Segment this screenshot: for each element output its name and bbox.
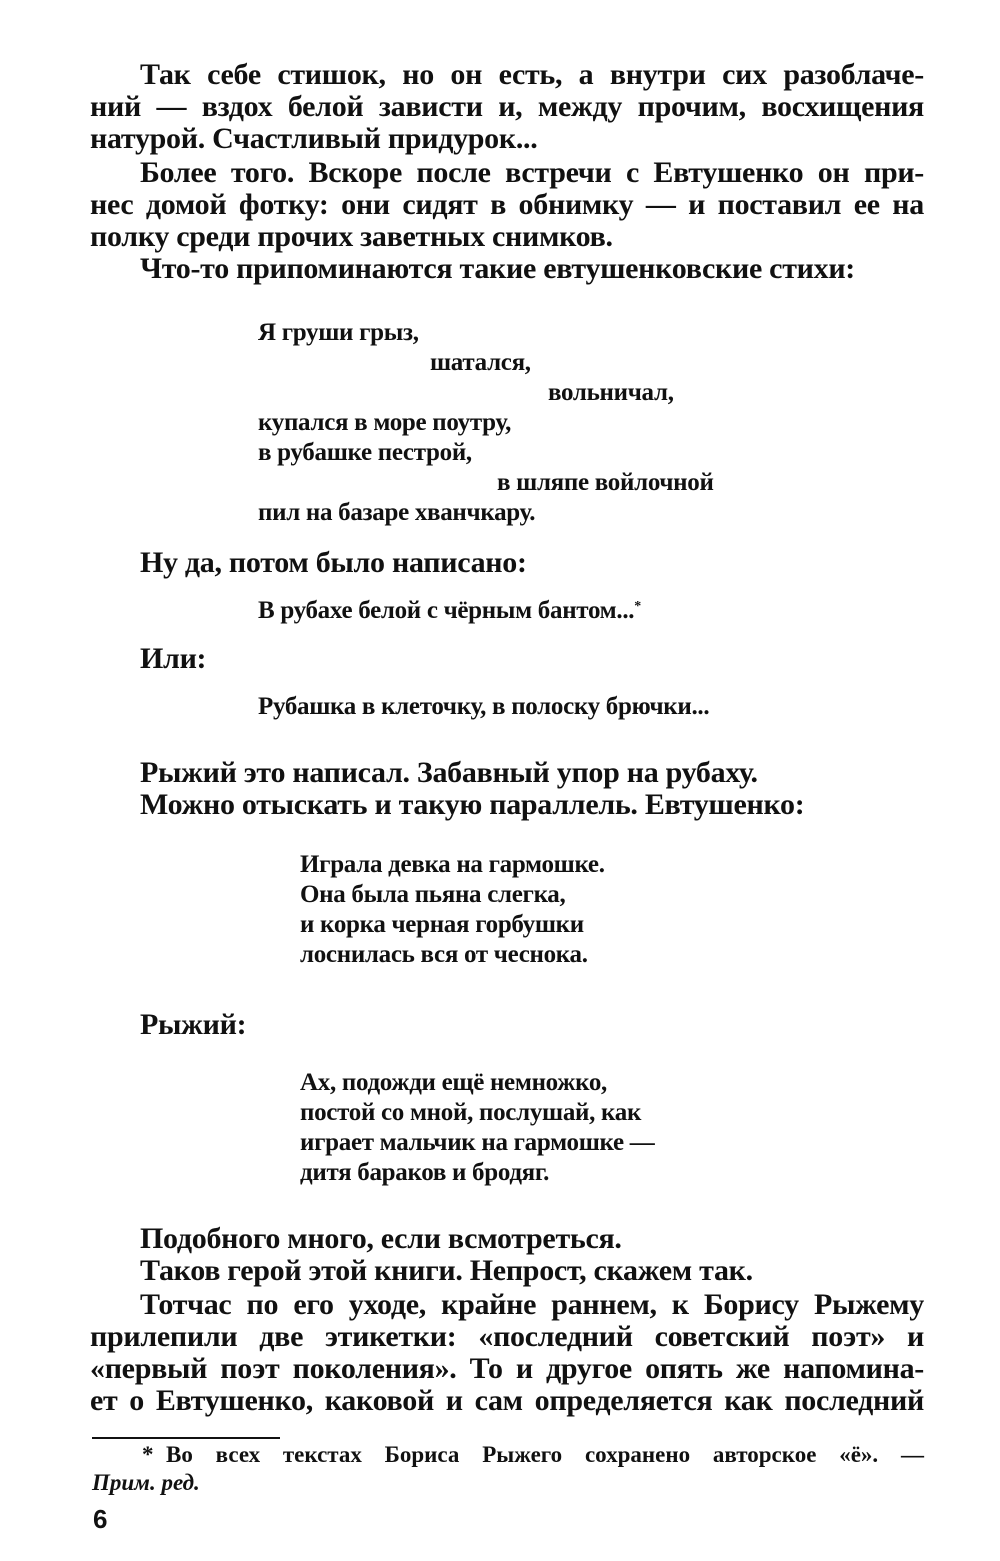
paragraph-2-line-1: Более того. Вскоре после встречи с Евтушенко он при- — [140, 156, 924, 189]
poem-1-line-1: Я груши грыз, — [258, 319, 419, 346]
quote-1-text: В рубахе белой с чёрным бантом... — [258, 597, 635, 624]
paragraph-1-line-3: натурой. Счастливый придурок... — [90, 122, 538, 155]
poem-2-line-2: Она была пьяна слегка, — [300, 881, 566, 908]
paragraph-6-line-1: Рыжий это написал. Забавный упор на рубаху. — [140, 756, 758, 789]
paragraph-3: Что-то припоминаются такие евтушенковские стихи: — [140, 252, 855, 285]
poem-1-line-2: шатался, — [430, 349, 531, 376]
poem-3-line-2: постой со мной, послушай, как — [300, 1099, 642, 1126]
paragraph-9-line-2: прилепили две этикетки: «последний советский поэт» и — [90, 1320, 924, 1353]
footnote-editor-note: Прим. ред. — [92, 1470, 200, 1495]
paragraph-2-line-2: нес домой фотку: они сидят в обнимку — и поставил ее на — [90, 188, 924, 221]
quote-2: Рубашка в клеточку, в полоску брючки... — [258, 693, 710, 720]
poem-1-line-7: пил на базаре хванчкару. — [258, 499, 536, 526]
poem-2-line-1: Играла девка на гармошке. — [300, 851, 605, 878]
footnote-reference: * — [634, 599, 641, 614]
poem-1-line-6: в шляпе войлочной — [497, 469, 714, 496]
paragraph-1-line-2: ний — вздох белой зависти и, между прочим, восхищения — [90, 90, 924, 123]
poem-1-line-3: вольничал, — [548, 379, 674, 406]
footnote-text: Во всех текстах Бориса Рыжего сохранено авторское «ё». — — [166, 1442, 924, 1467]
quote-1 — [258, 596, 641, 626]
footnote-divider — [92, 1437, 280, 1439]
poem-1-line-4: купался в море поутру, — [258, 409, 512, 436]
poem-1-line-5: в рубашке пестрой, — [258, 439, 472, 466]
paragraph-6-line-2: Можно отыскать и такую параллель. Евтушенко: — [140, 788, 805, 821]
paragraph-9-line-3: «первый поэт поколения». То и другое опять же напомина- — [90, 1352, 924, 1385]
poem-3-line-4: дитя бараков и бродяг. — [300, 1159, 550, 1186]
paragraph-8-line-2: Таков герой этой книги. Непрост, скажем так. — [140, 1254, 753, 1287]
paragraph-4: Ну да, потом было написано: — [140, 546, 527, 579]
paragraph-8-line-1: Подобного много, если всмотреться. — [140, 1222, 622, 1255]
poem-2-line-4: лоснилась вся от чеснока. — [300, 941, 588, 968]
footnote-mark: * — [142, 1442, 154, 1467]
paragraph-5: Или: — [140, 642, 207, 675]
paragraph-2-line-3: полку среди прочих заветных снимков. — [90, 220, 613, 253]
poem-3-line-1: Ах, подожди ещё немножко, — [300, 1069, 608, 1096]
poem-3-line-3: играет мальчик на гармошке — — [300, 1129, 655, 1156]
paragraph-9-line-1: Тотчас по его уходе, крайне раннем, к Борису Рыжему — [140, 1288, 924, 1321]
paragraph-9-line-4: ет о Евтушенко, каковой и сам определяется как последний — [90, 1384, 924, 1417]
page-number: 6 — [93, 1504, 108, 1534]
poem-2-line-3: и корка черная горбушки — [300, 911, 584, 938]
paragraph-1-line-1: Так себе стишок, но он есть, а внутри сих разоблаче- — [140, 58, 924, 91]
paragraph-7: Рыжий: — [140, 1008, 247, 1041]
